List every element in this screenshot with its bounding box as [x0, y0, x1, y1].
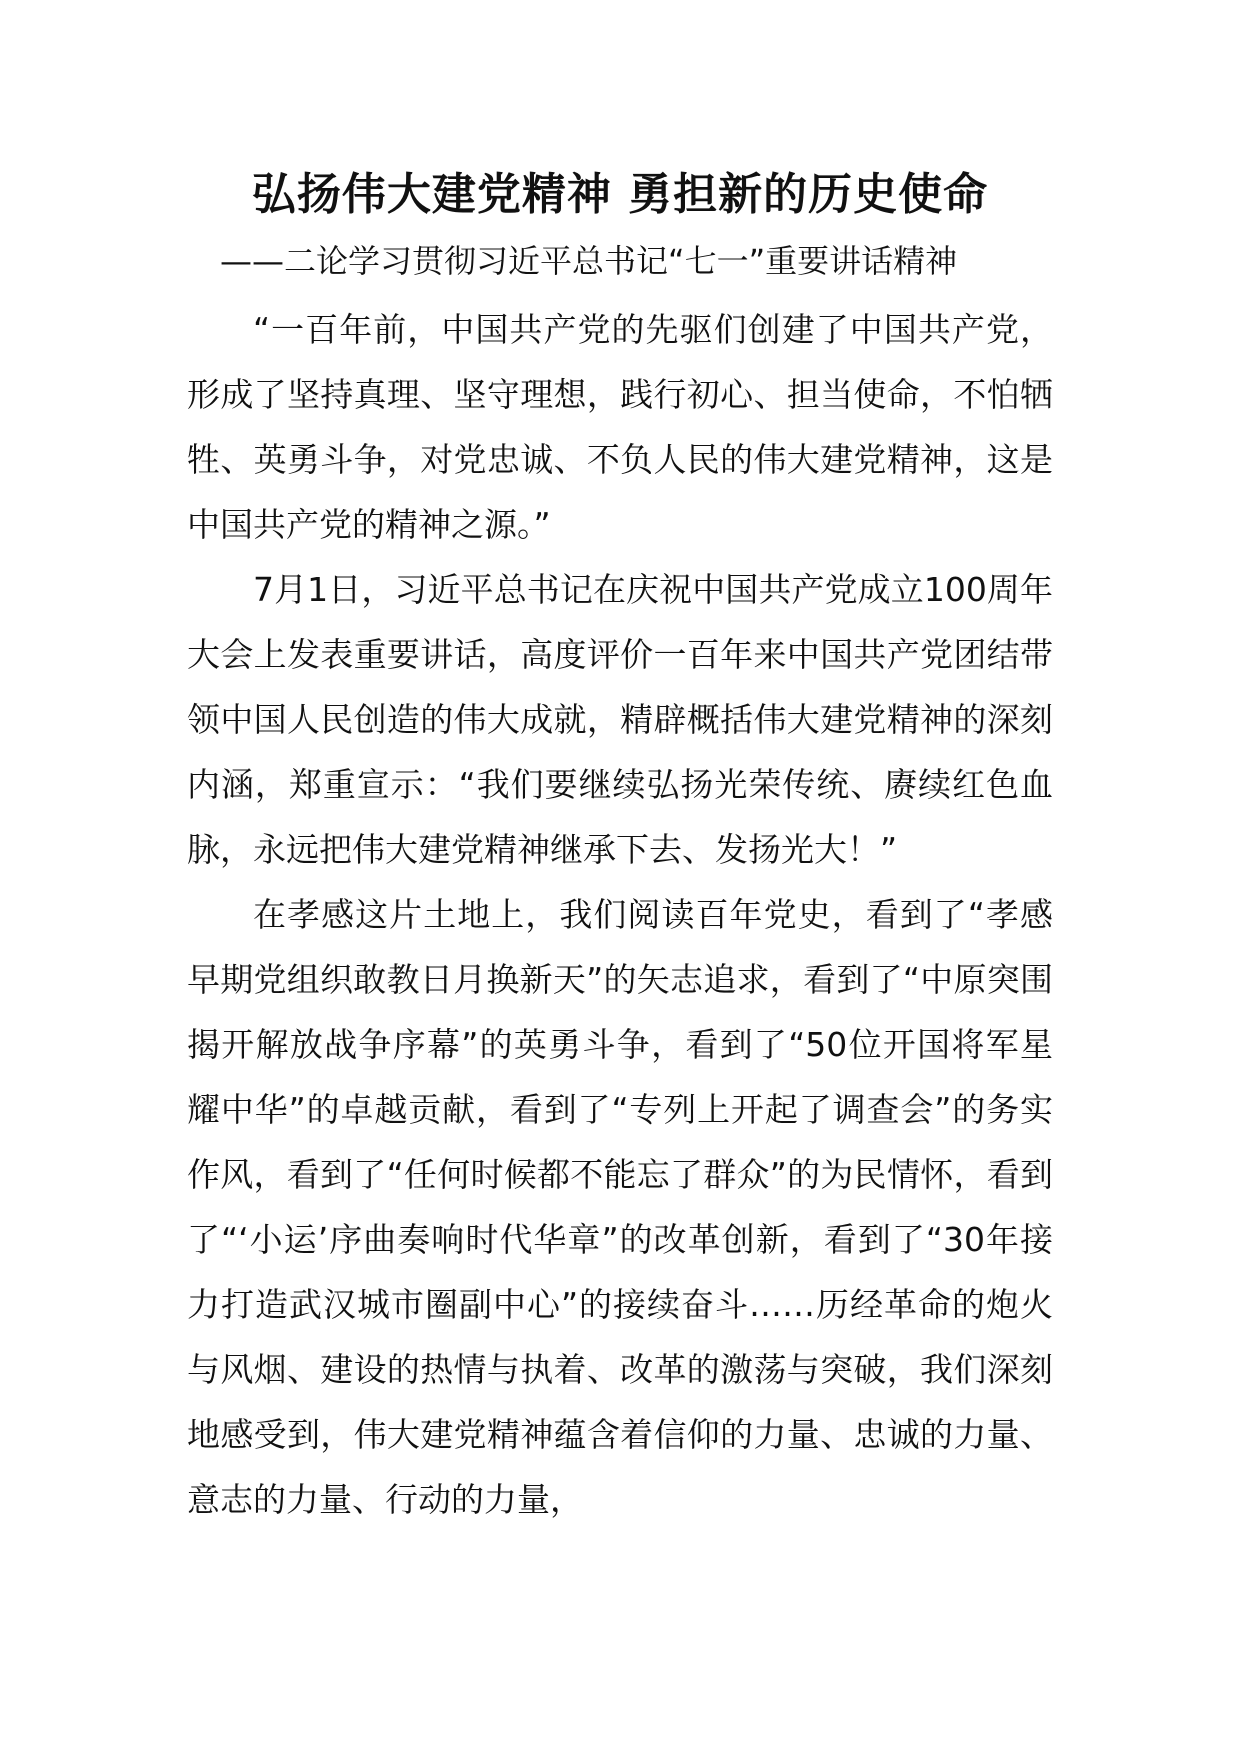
document-title: 弘扬伟大建党精神 勇担新的历史使命	[251, 169, 989, 220]
paragraph: 在孝感这片土地上，我们阅读百年党史，看到了“孝感早期党组织敢教日月换新天”的矢志追求，看到了“中原突围揭开解放战争序幕”的英勇斗争，看到了“50位开国将军星耀中华”的卓越贡献，看到了“专列上开起了调查会”的务实作风，看到了“任何时候都不能忘了群众”的为民情怀，看到了“‘小运’序曲奏响时代华章”的改革创新，看到了“30年接力打造武汉城市圈副中心”的接续奋斗……历经革命的炮火与风烟、建设的热情与执着、改革的激荡与突破，我们深刻地感受到，伟大建党精神蕴含着信仰的力量、忠诚的力量、意志的力量、行动的力量，	[187, 895, 1053, 1519]
paragraph: 7月1日，习近平总书记在庆祝中国共产党成立100周年大会上发表重要讲话，高度评价一百年来中国共产党团结带领中国人民创造的伟大成就，精辟概括伟大建党精神的深刻内涵，郑重宣示：“我们要继续弘扬光荣传统、赓续红色血脉，永远把伟大建党精神继承下去、发扬光大！”	[187, 570, 1053, 869]
document-subtitle: ——二论学习贯彻习近平总书记“七一”重要讲话精神	[220, 242, 958, 280]
document-body	[187, 297, 1053, 1532]
paragraph: “一百年前，中国共产党的先驱们创建了中国共产党，形成了坚持真理、坚守理想，践行初心、担当使命，不怕牺牲、英勇斗争，对党忠诚、不负人民的伟大建党精神，这是中国共产党的精神之源。”	[187, 310, 1053, 544]
